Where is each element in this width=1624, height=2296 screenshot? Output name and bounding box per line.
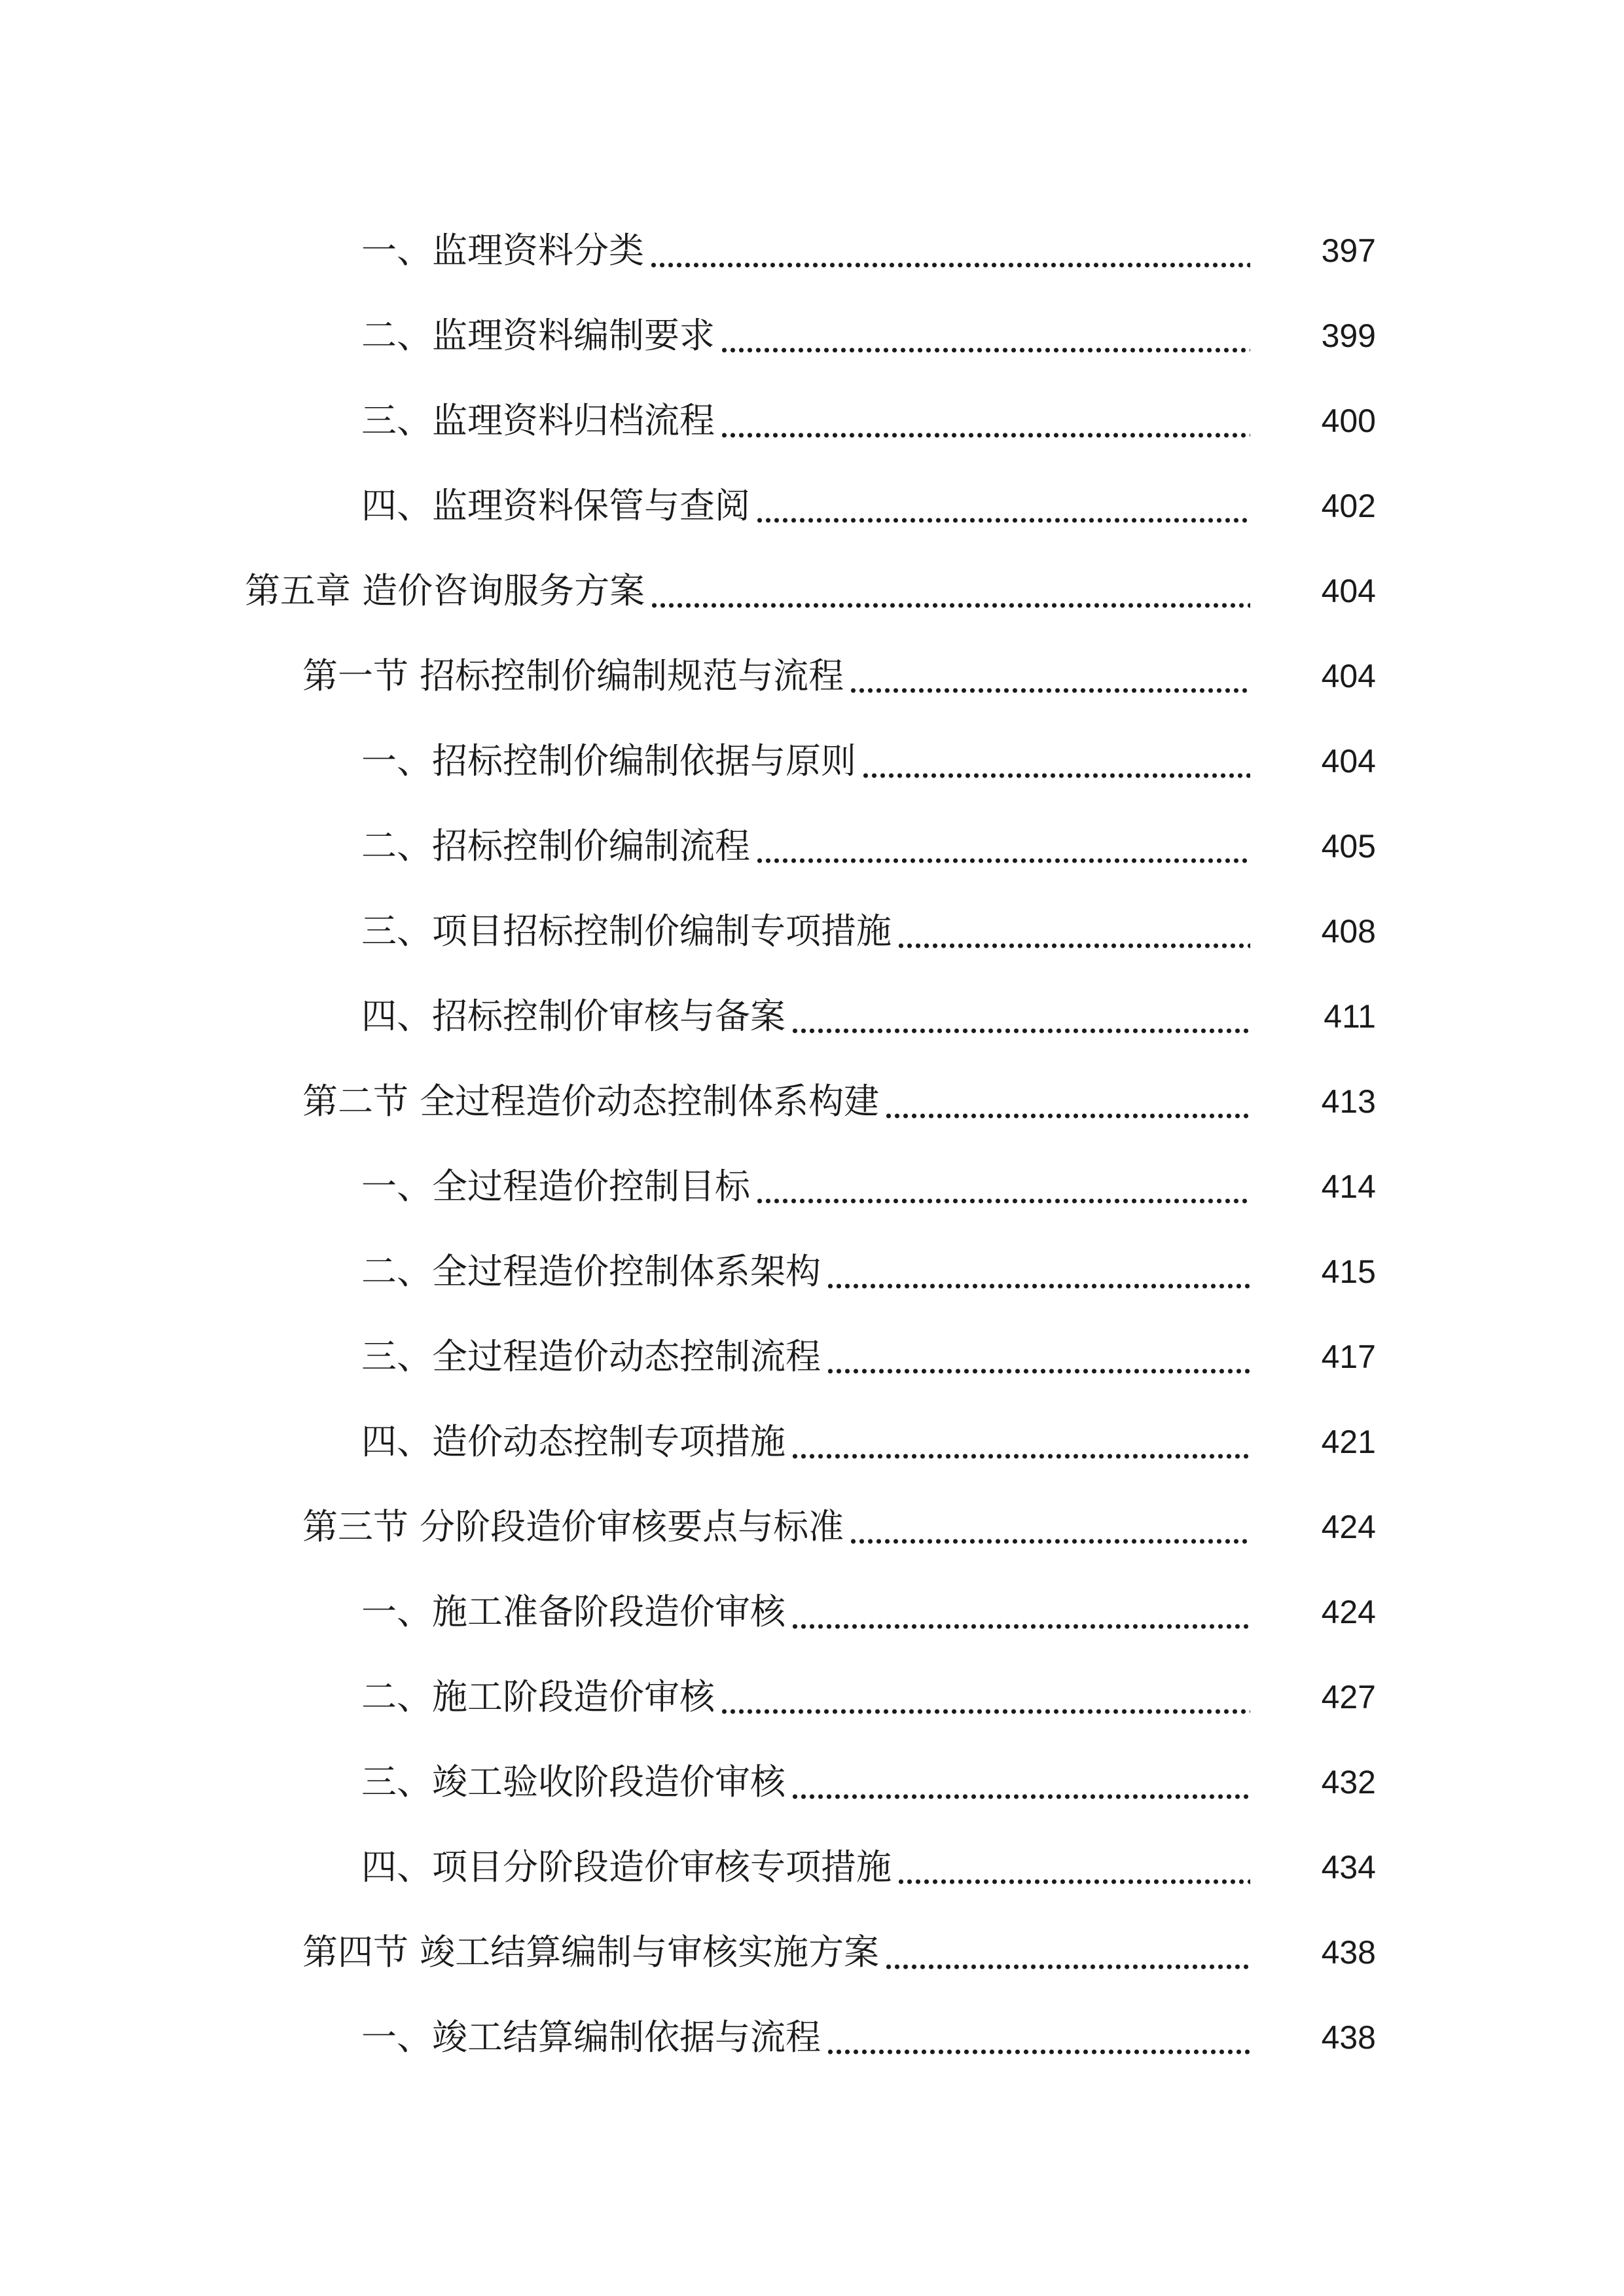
toc-entry-page: 438 [1321, 2019, 1376, 2056]
toc-entry-page: 417 [1321, 1338, 1376, 1375]
toc-entry-title: 二、施工阶段造价审核 [361, 1676, 715, 1717]
toc-entry-title: 一、施工准备阶段造价审核 [361, 1591, 785, 1632]
toc-chapter-entry[interactable] [0, 548, 1624, 634]
toc-entry-title: 第一节 招标控制价编制规范与流程 [302, 655, 844, 696]
toc-entry[interactable] [0, 974, 1624, 1059]
dot-leader [849, 1509, 1250, 1545]
dot-leader [791, 1424, 1250, 1460]
toc-entry-page: 413 [1321, 1083, 1376, 1120]
toc-entry-title: 二、招标控制价编制流程 [361, 825, 750, 867]
toc-entry-page: 424 [1321, 1509, 1376, 1545]
toc-entry-title: 三、全过程造价动态控制流程 [361, 1336, 821, 1377]
dot-leader [755, 829, 1250, 864]
toc-entry[interactable] [0, 719, 1624, 804]
toc-entry[interactable] [0, 804, 1624, 889]
toc-entry-page: 424 [1321, 1594, 1376, 1630]
dot-leader [720, 1679, 1250, 1715]
toc-section-entry[interactable] [0, 1910, 1624, 1995]
dot-leader [755, 1169, 1250, 1204]
dot-leader [897, 1850, 1250, 1885]
toc-entry[interactable] [0, 1740, 1624, 1825]
dot-leader [650, 573, 1250, 609]
dot-leader [755, 488, 1250, 524]
toc-entry-page: 432 [1321, 1764, 1376, 1801]
dot-leader [897, 914, 1250, 949]
dot-leader [720, 403, 1250, 439]
toc-entry[interactable] [0, 1825, 1624, 1910]
toc-entry-title: 二、全过程造价控制体系架构 [361, 1251, 821, 1292]
toc-entry-page: 411 [1324, 998, 1376, 1035]
toc-entry-page: 402 [1321, 488, 1376, 524]
toc-entry-page: 421 [1321, 1424, 1376, 1460]
toc-entry-page: 404 [1321, 658, 1376, 694]
dot-leader [649, 233, 1250, 268]
toc-entry-title: 三、监理资料归档流程 [361, 400, 715, 441]
toc-section-entry[interactable] [0, 1484, 1624, 1570]
toc-entry[interactable] [0, 1229, 1624, 1314]
toc-entry-page: 399 [1321, 317, 1376, 354]
toc-entry[interactable] [0, 1570, 1624, 1655]
dot-leader [791, 1765, 1250, 1800]
table-of-contents [0, 208, 1624, 2080]
toc-entry-title: 二、监理资料编制要求 [361, 315, 715, 356]
toc-entry-title: 四、项目分阶段造价审核专项措施 [361, 1846, 892, 1888]
toc-entry-title: 一、招标控制价编制依据与原则 [361, 740, 856, 781]
dot-leader [826, 1339, 1250, 1374]
dot-leader [826, 1254, 1250, 1289]
toc-entry[interactable] [0, 293, 1624, 378]
toc-entry[interactable] [0, 463, 1624, 548]
toc-entry-page: 427 [1321, 1679, 1376, 1715]
toc-entry-page: 408 [1321, 913, 1376, 950]
toc-entry-title: 四、造价动态控制专项措施 [361, 1421, 785, 1462]
toc-entry-title: 一、竣工结算编制依据与流程 [361, 2017, 821, 2058]
dot-leader [884, 1084, 1250, 1119]
toc-entry[interactable] [0, 889, 1624, 974]
toc-entry-title: 第二节 全过程造价动态控制体系构建 [302, 1081, 880, 1122]
toc-entry-title: 三、竣工验收阶段造价审核 [361, 1761, 785, 1803]
toc-entry-page: 414 [1321, 1168, 1376, 1205]
toc-entry-title: 第三节 分阶段造价审核要点与标准 [302, 1506, 844, 1547]
toc-entry-title: 一、全过程造价控制目标 [361, 1166, 750, 1207]
toc-entry-page: 415 [1321, 1253, 1376, 1290]
dot-leader [791, 1594, 1250, 1630]
toc-section-entry[interactable] [0, 634, 1624, 719]
dot-leader [720, 318, 1250, 353]
dot-leader [884, 1935, 1250, 1970]
toc-entry[interactable] [0, 1314, 1624, 1399]
toc-entry[interactable] [0, 1399, 1624, 1484]
toc-entry-page: 404 [1321, 573, 1376, 609]
toc-entry[interactable] [0, 1144, 1624, 1229]
toc-entry-page: 397 [1321, 232, 1376, 269]
dot-leader [861, 744, 1250, 779]
dot-leader [791, 999, 1250, 1034]
toc-entry[interactable] [0, 208, 1624, 293]
toc-entry[interactable] [0, 1995, 1624, 2080]
toc-entry-page: 400 [1321, 403, 1376, 439]
dot-leader [849, 658, 1250, 694]
toc-entry-title: 四、监理资料保管与查阅 [361, 485, 750, 526]
toc-entry-title: 四、招标控制价审核与备案 [361, 996, 785, 1037]
toc-entry-page: 434 [1321, 1849, 1376, 1886]
toc-entry-title: 第四节 竣工结算编制与审核实施方案 [302, 1931, 880, 1973]
toc-entry-title: 三、项目招标控制价编制专项措施 [361, 910, 892, 952]
toc-entry-title: 第五章 造价咨询服务方案 [245, 570, 645, 611]
toc-entry-page: 404 [1321, 743, 1376, 780]
toc-entry[interactable] [0, 1655, 1624, 1740]
toc-entry-page: 438 [1321, 1934, 1376, 1971]
toc-entry[interactable] [0, 378, 1624, 463]
toc-entry-title: 一、监理资料分类 [361, 230, 644, 271]
toc-entry-page: 405 [1321, 828, 1376, 865]
toc-section-entry[interactable] [0, 1059, 1624, 1144]
dot-leader [826, 2020, 1250, 2055]
